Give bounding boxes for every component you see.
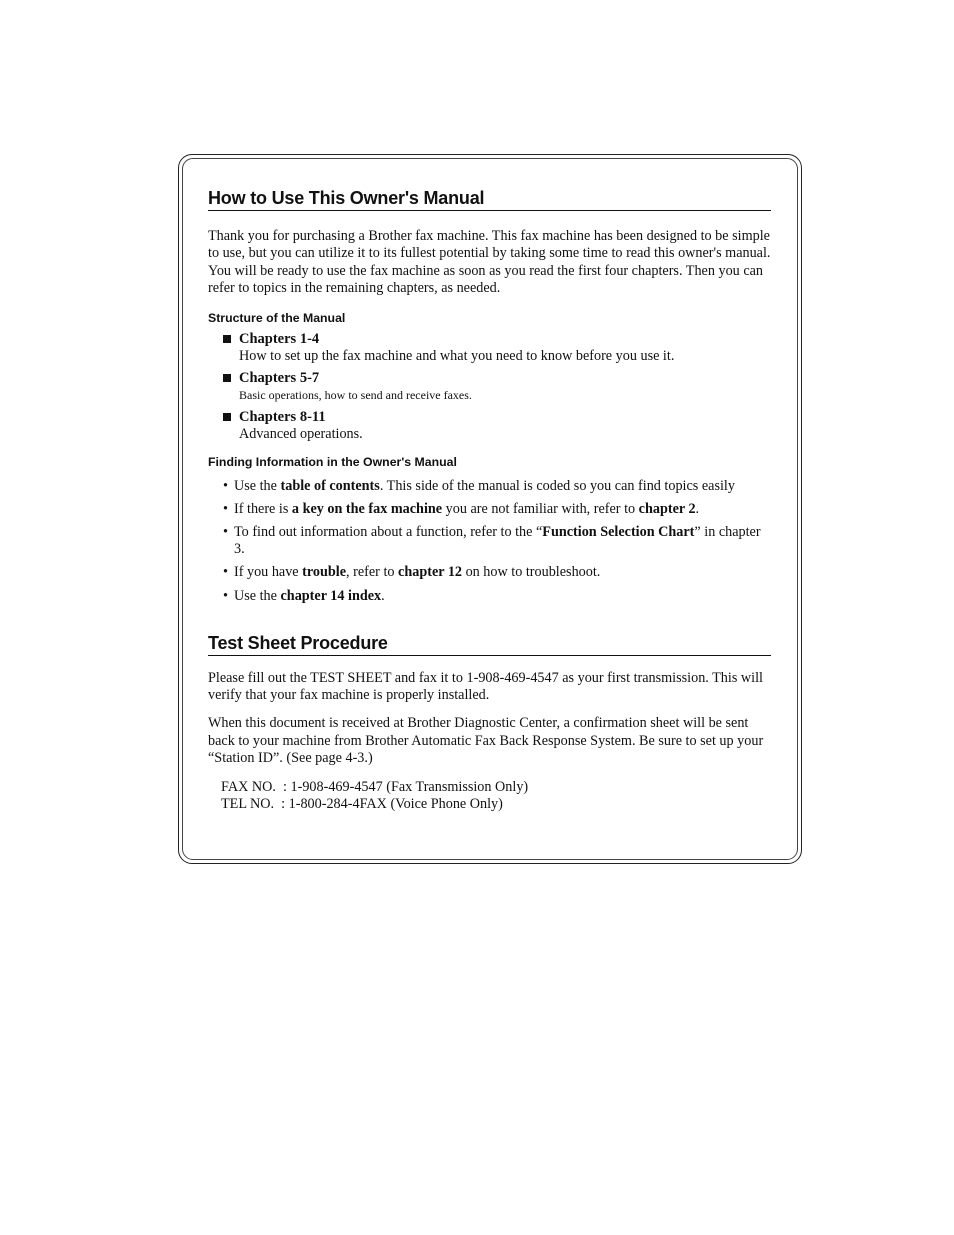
bullet-emphasis: a key on the fax machine bbox=[291, 500, 443, 517]
bullet-emphasis: chapter 14 index bbox=[280, 587, 382, 604]
bullet-emphasis: Function Selection Chart bbox=[542, 524, 695, 541]
list-item bbox=[208, 524, 771, 558]
bullet-text: Use the bbox=[234, 587, 281, 604]
list-item bbox=[208, 478, 771, 495]
square-bullet-icon bbox=[223, 413, 231, 421]
section-title-how-to-use: How to Use This Owner's Manual bbox=[208, 190, 771, 211]
chapter-item bbox=[208, 331, 771, 365]
list-item bbox=[208, 588, 771, 605]
chapter-item bbox=[208, 370, 771, 404]
chapter-item bbox=[208, 409, 771, 443]
chapter-title: Chapters 8-11 bbox=[239, 409, 326, 426]
bullet-icon: • bbox=[223, 587, 228, 604]
bullet-emphasis: table of contents bbox=[280, 477, 380, 494]
bullet-text: , refer to bbox=[346, 564, 399, 581]
bullet-text: you are not familiar with, refer to bbox=[442, 500, 639, 517]
confirmation-paragraph: When this document is received at Brother Diagnostic Center, a confirmation sheet will be sent back to your machine from Brother Automatic Fax Back Response System. Be sure to set up your “Station ID”. (See page 4-3.) bbox=[208, 715, 764, 766]
intro-paragraph: Thank you for purchasing a Brother fax machine. This fax machine has been designed to be simple to use, but you can utilize it to its fullest potential by taking some time to read this owner's manual. You will be ready to use the fax machine as soon as you read the first four chapters. Then you can refer to topics in the remaining chapters, as needed. bbox=[208, 228, 771, 296]
bullet-text: To find out information about a function, refer to the “ bbox=[234, 524, 543, 541]
chapter-desc: How to set up the fax machine and what you need to know before you use it. bbox=[239, 348, 675, 365]
square-bullet-icon bbox=[223, 335, 231, 343]
bullet-text: If there is bbox=[234, 500, 292, 517]
chapter-list bbox=[208, 331, 771, 443]
bullet-icon: • bbox=[223, 477, 228, 494]
contact-numbers bbox=[208, 779, 771, 813]
manual-content bbox=[208, 190, 771, 813]
bullet-text: . bbox=[381, 587, 385, 604]
finding-list bbox=[208, 478, 771, 605]
list-item bbox=[208, 564, 771, 581]
bullet-text: on how to troubleshoot. bbox=[462, 564, 601, 581]
bullet-text: Use the bbox=[234, 477, 281, 494]
bullet-emphasis: chapter 2 bbox=[638, 500, 696, 517]
bullet-icon: • bbox=[223, 500, 228, 517]
chapter-title: Chapters 5-7 bbox=[239, 369, 320, 386]
section-title-test-sheet: Test Sheet Procedure bbox=[208, 635, 771, 656]
square-bullet-icon bbox=[223, 374, 231, 382]
fax-number-line: FAX NO. : 1-908-469-4547 (Fax Transmission Only) bbox=[221, 779, 529, 796]
structure-heading: Structure of the Manual bbox=[208, 311, 346, 326]
test-sheet-paragraph: Please fill out the TEST SHEET and fax it to 1-908-469-4547 as your first transmission. This will verify that your fax machine is properly installed. bbox=[208, 670, 763, 704]
bullet-icon: • bbox=[223, 564, 228, 581]
bullet-text: If you have bbox=[234, 564, 303, 581]
bullet-text: ” in chapter 3. bbox=[234, 524, 761, 558]
bullet-text: . bbox=[695, 500, 700, 517]
chapter-desc: Basic operations, how to send and receive faxes. bbox=[239, 387, 472, 402]
chapter-desc: Advanced operations. bbox=[239, 426, 363, 443]
bullet-icon: • bbox=[223, 524, 228, 541]
bullet-emphasis: chapter 12 bbox=[398, 564, 463, 581]
finding-heading: Finding Information in the Owner's Manual bbox=[208, 455, 457, 470]
list-item bbox=[208, 501, 771, 518]
tel-number-line: TEL NO. : 1-800-284-4FAX (Voice Phone Only) bbox=[221, 796, 503, 813]
bullet-text: . This side of the manual is coded so you can find topics easily bbox=[379, 477, 735, 494]
bullet-emphasis: trouble bbox=[302, 564, 347, 581]
chapter-title: Chapters 1-4 bbox=[239, 331, 320, 348]
